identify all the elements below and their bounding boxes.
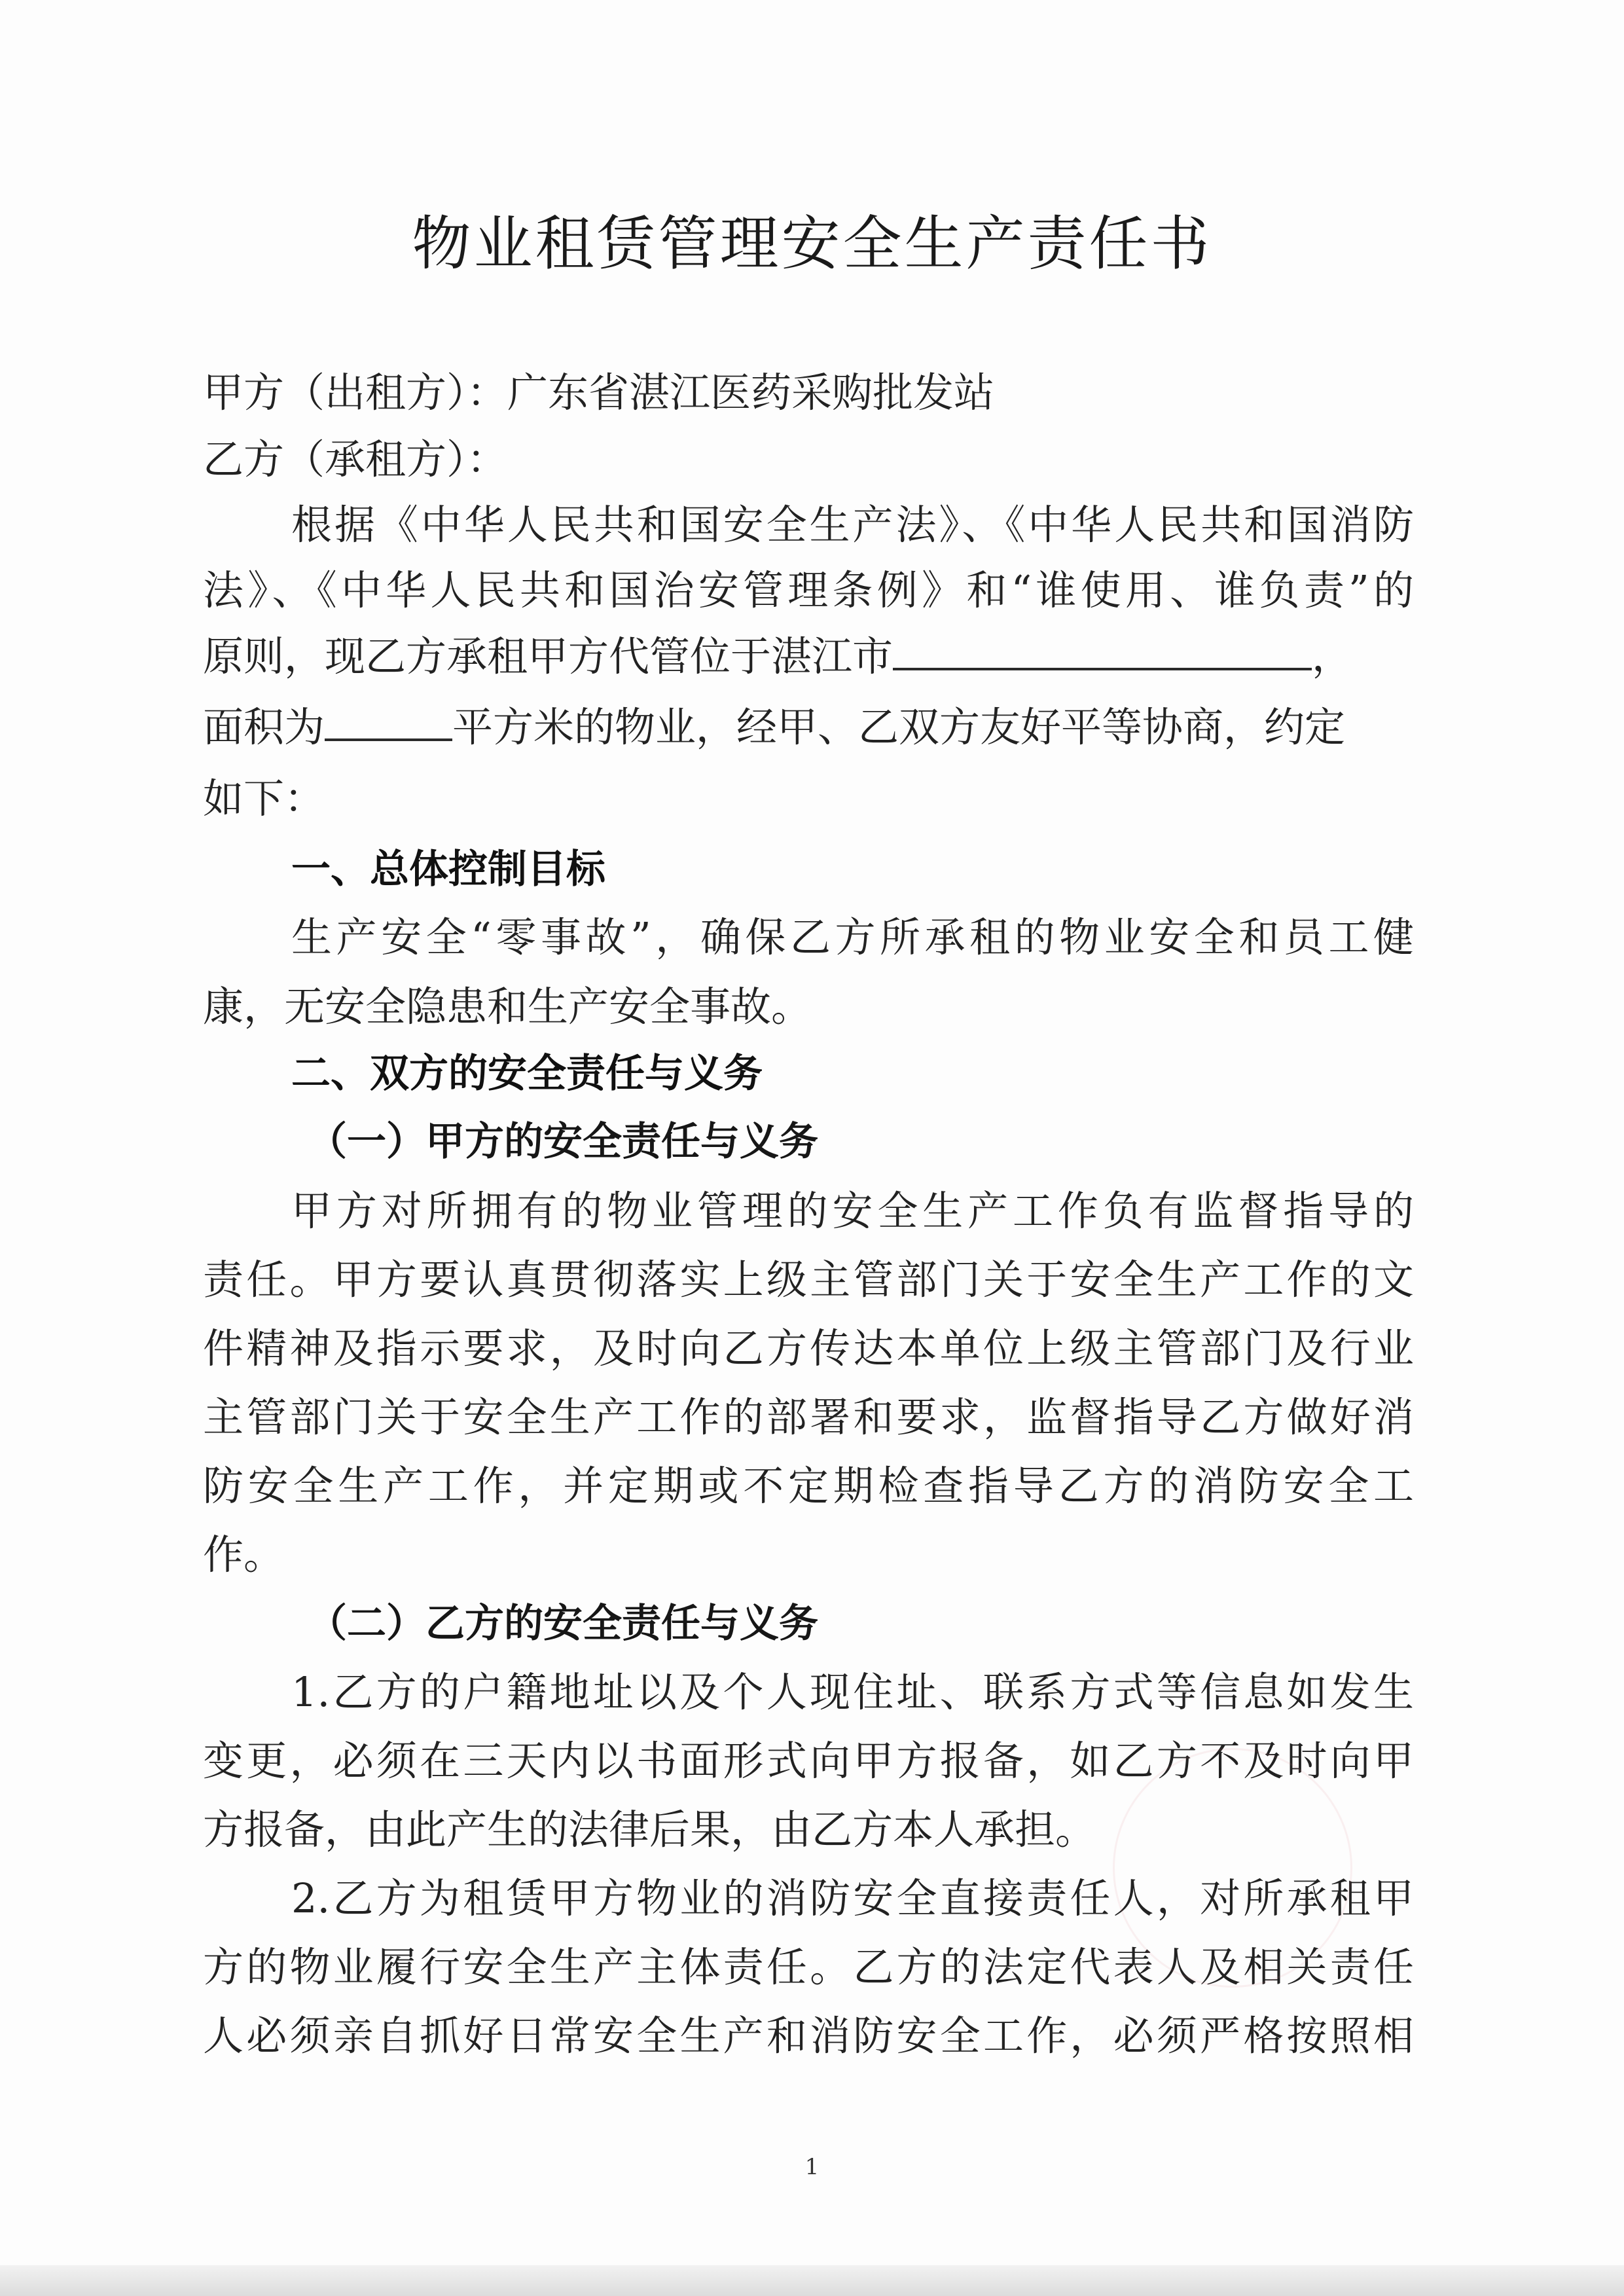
page-number: 1 xyxy=(804,2154,820,2180)
intro-line-2: 法》、《中华人民共和国治安管理条例》和“谁使用、谁负责”的 xyxy=(203,566,1414,614)
party-b-line: 乙方（承租方）： xyxy=(203,435,508,483)
intro-line-4-text-a: 面积为 xyxy=(203,703,325,751)
subsection-1-line-6: 作。 xyxy=(203,1531,285,1578)
item-1-line-2: 变更，必须在三天内以书面形式向甲方报备，如乙方不及时向甲 xyxy=(203,1737,1414,1785)
subsection-1-line-1: 甲方对所拥有的物业管理的安全生产工作负有监督指导的 xyxy=(291,1187,1414,1235)
section-1-line-1: 生产安全“零事故”，确保乙方所承租的物业安全和员工健 xyxy=(291,913,1414,961)
location-blank xyxy=(893,630,1312,670)
document-title: 物业租赁管理安全生产责任书 xyxy=(412,210,1212,278)
section-2-heading: 二、双方的安全责任与义务 xyxy=(291,1051,763,1097)
intro-line-4 xyxy=(203,701,1414,754)
item-2-line-1: 2.乙方为租赁甲方物业的消防安全直接责任人，对所承租甲 xyxy=(291,1874,1414,1922)
item-1-line-3: 方报备，由此产生的法律后果，由乙方本人承担。 xyxy=(203,1806,1096,1853)
subsection-1-line-5: 防安全生产工作，并定期或不定期检查指导乙方的消防安全工 xyxy=(203,1462,1414,1510)
item-2-line-3: 人必须亲自抓好日常安全生产和消防安全工作，必须严格按照相 xyxy=(203,2012,1414,2060)
intro-line-3 xyxy=(203,630,1414,683)
section-1-line-2: 康，无安全隐患和生产安全事故。 xyxy=(203,983,812,1030)
intro-line-3-text: 原则，现乙方承租甲方代管位于湛江市 xyxy=(203,632,893,680)
party-a-line: 甲方（出租方）：广东省湛江医药采购批发站 xyxy=(203,369,995,416)
area-blank xyxy=(325,701,452,741)
item-1-line-1: 1.乙方的户籍地址以及个人现住址、联系方式等信息如发生 xyxy=(291,1668,1414,1716)
item-2-line-2: 方的物业履行安全生产主体责任。乙方的法定代表人及相关责任 xyxy=(203,1943,1414,1991)
subsection-1-line-4: 主管部门关于安全生产工作的部署和要求，监督指导乙方做好消 xyxy=(203,1393,1414,1441)
faint-seal-mark xyxy=(1113,1748,1352,1988)
subsection-1-line-3: 件精神及指示要求，及时向乙方传达本单位上级主管部门及行业 xyxy=(203,1324,1414,1372)
subsection-1-heading: （一）甲方的安全责任与义务 xyxy=(308,1119,818,1165)
section-1-heading: 一、总体控制目标 xyxy=(291,847,605,892)
intro-line-3-comma: ， xyxy=(1312,632,1353,680)
subsection-1-line-2: 责任。甲方要认真贯彻落实上级主管部门关于安全生产工作的文 xyxy=(203,1256,1414,1303)
intro-line-4-text-b: 平方米的物业，经甲、乙双方友好平等协商，约定 xyxy=(452,703,1346,751)
intro-line-1: 根据《中华人民共和国安全生产法》、《中华人民共和国消防 xyxy=(291,501,1414,549)
subsection-2-heading: （二）乙方的安全责任与义务 xyxy=(308,1601,818,1647)
intro-line-5: 如下： xyxy=(203,774,325,822)
scan-bottom-edge xyxy=(0,2265,1624,2296)
